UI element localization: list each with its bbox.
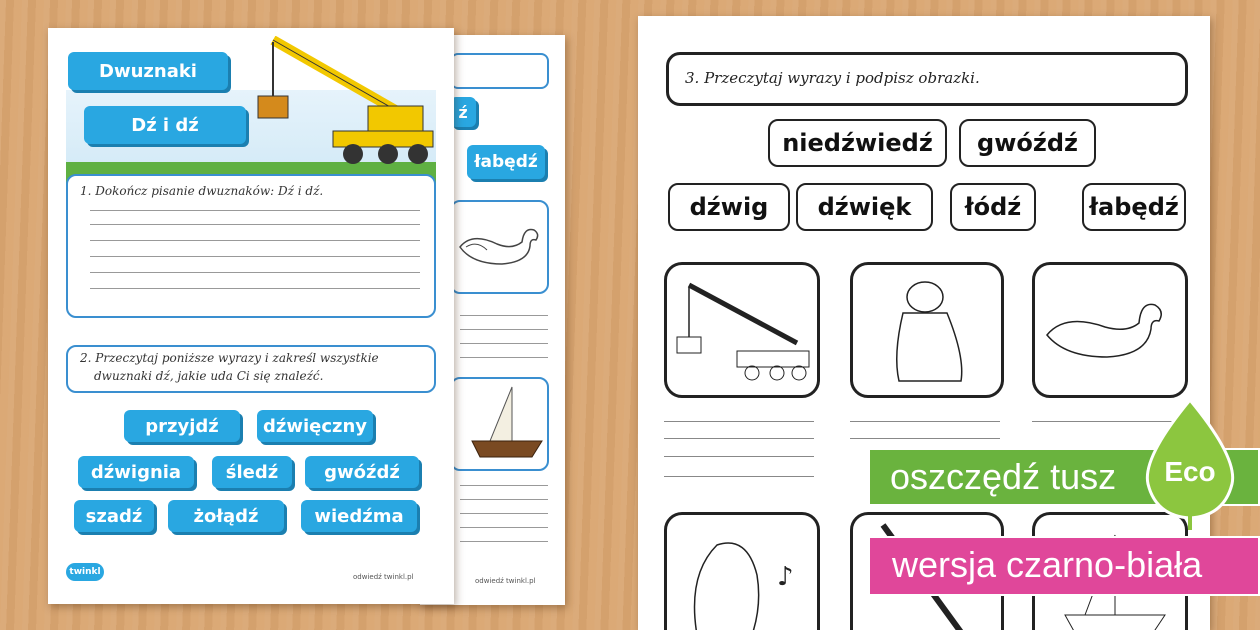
task2-box: [66, 345, 436, 393]
word-tag-labedz: łabędź: [467, 145, 545, 179]
word-tag: przyjdź: [124, 410, 240, 442]
singing-girl-icon: [667, 515, 817, 630]
footer-url: odwiedź twinkl.pl: [475, 577, 536, 585]
crane-icon: [667, 265, 817, 395]
worksheet-front: [48, 28, 454, 604]
bear-picture: [850, 262, 1004, 398]
task1-lines: [90, 210, 420, 310]
write-line: [664, 421, 814, 422]
write-line: [850, 421, 1000, 422]
logo-fragment: ź: [450, 97, 476, 127]
write-lines-2: [460, 485, 548, 565]
swan-icon: [1035, 265, 1185, 395]
crane-icon: [253, 36, 438, 166]
word-dzwig: dźwig: [668, 183, 790, 231]
title-dz: Dź i dź: [84, 106, 246, 144]
boat-picture-box: [450, 377, 549, 471]
word-tag: dźwignia: [78, 456, 194, 488]
word-lodz: łódź: [950, 183, 1036, 231]
word-labedz: łabędź: [1082, 183, 1186, 231]
write-line: [850, 438, 1000, 439]
write-line: [664, 456, 814, 457]
eco-badge: Eco: [1164, 456, 1216, 487]
write-line: [664, 438, 814, 439]
eco-banner-text: oszczędź tusz: [890, 456, 1117, 497]
word-tag: wiedźma: [301, 500, 417, 532]
write-line: [664, 476, 814, 477]
task1-text: 1. Dokończ pisanie dwuznaków: Dź i dź.: [80, 184, 324, 198]
word-tag: żołądź: [168, 500, 284, 532]
task3-box: [666, 52, 1188, 106]
bw-banner-text: wersja czarno-biała: [892, 544, 1203, 585]
singer-picture: [664, 512, 820, 630]
footer-url: odwiedź twinkl.pl: [353, 573, 414, 581]
word-tag: dźwięczny: [257, 410, 373, 442]
swan-picture-box: [450, 200, 549, 294]
word-tag: śledź: [212, 456, 292, 488]
task3-text: 3. Przeczytaj wyrazy i podpisz obrazki.: [685, 69, 980, 87]
write-lines: [460, 315, 548, 375]
svg-text:♪: ♪: [777, 562, 794, 592]
task1-box: [66, 174, 436, 318]
word-gwozdz: gwóźdź: [959, 119, 1096, 167]
swan-picture: [1032, 262, 1188, 398]
word-tag: szadź: [74, 500, 154, 532]
title-dwuznaki: Dwuznaki: [68, 52, 228, 90]
word-dzwiek: dźwięk: [796, 183, 933, 231]
task2-text-2: dwuznaki dź, jakie uda Ci się znaleźć.: [94, 369, 324, 383]
task2-text-1: 2. Przeczytaj poniższe wyrazy i zakreśl wszystkie: [80, 351, 379, 365]
sailboat-icon: [452, 379, 547, 469]
bw-banner: [868, 536, 1260, 596]
task-box-top: [450, 53, 549, 89]
polar-bear-icon: [853, 265, 1001, 395]
word-niedzwiedz: niedźwiedź: [768, 119, 947, 167]
crane-picture: [664, 262, 820, 398]
word-tag: gwóźdź: [305, 456, 419, 488]
twinkl-logo: twinkl: [66, 563, 104, 581]
swan-icon: [452, 202, 547, 292]
